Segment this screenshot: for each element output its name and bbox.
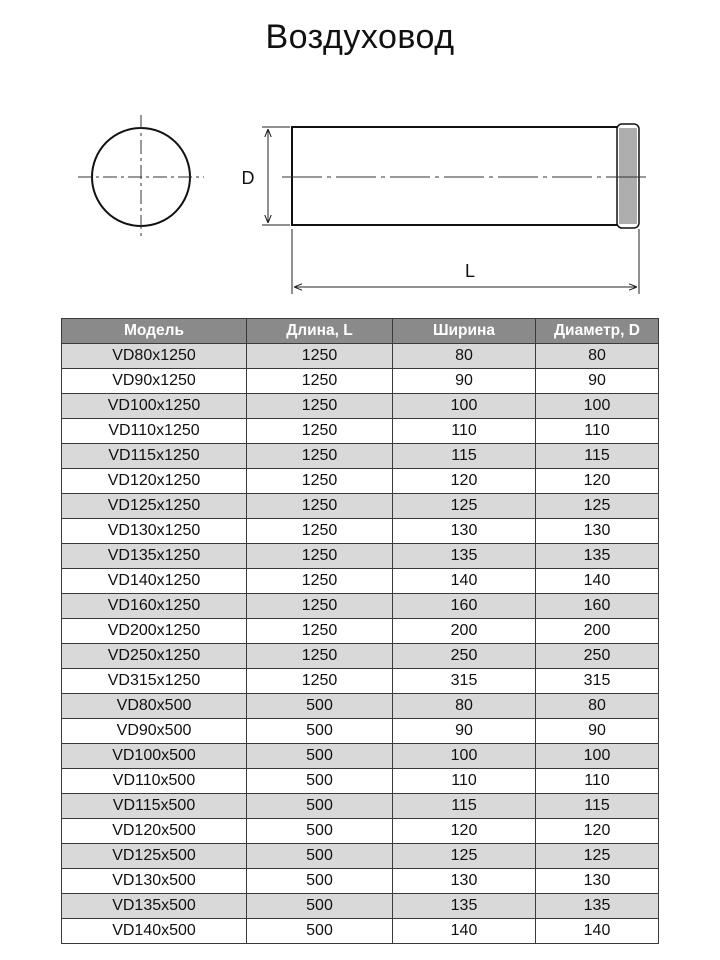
cell-model: VD200x1250 [62, 619, 247, 644]
cell-model: VD120x500 [62, 819, 247, 844]
cell-width: 120 [393, 819, 536, 844]
cell-diameter: 115 [536, 794, 659, 819]
cross-section-view [78, 115, 204, 240]
cell-diameter: 140 [536, 569, 659, 594]
table-row [62, 544, 659, 569]
cell-width: 130 [393, 869, 536, 894]
spec-table [61, 318, 659, 944]
cell-width: 100 [393, 394, 536, 419]
cell-length: 500 [247, 794, 393, 819]
cell-length: 500 [247, 869, 393, 894]
table-row [62, 919, 659, 944]
cell-model: VD100x1250 [62, 394, 247, 419]
cell-length: 1250 [247, 394, 393, 419]
cell-diameter: 200 [536, 619, 659, 644]
cell-length: 1250 [247, 469, 393, 494]
cell-model: VD125x1250 [62, 494, 247, 519]
cell-width: 315 [393, 669, 536, 694]
table-row [62, 819, 659, 844]
cell-model: VD140x1250 [62, 569, 247, 594]
cell-model: VD110x500 [62, 769, 247, 794]
cell-diameter: 130 [536, 869, 659, 894]
table-row [62, 494, 659, 519]
cell-model: VD90x500 [62, 719, 247, 744]
cell-width: 90 [393, 369, 536, 394]
cell-length: 1250 [247, 669, 393, 694]
cell-model: VD115x500 [62, 794, 247, 819]
cell-model: VD250x1250 [62, 644, 247, 669]
cell-width: 115 [393, 794, 536, 819]
cell-model: VD160x1250 [62, 594, 247, 619]
cell-model: VD135x500 [62, 894, 247, 919]
cell-length: 1250 [247, 344, 393, 369]
table-row [62, 769, 659, 794]
cell-model: VD125x500 [62, 844, 247, 869]
duct-drawing [0, 0, 720, 310]
cell-width: 135 [393, 894, 536, 919]
cell-diameter: 315 [536, 669, 659, 694]
cell-diameter: 135 [536, 894, 659, 919]
cell-diameter: 80 [536, 694, 659, 719]
cell-length: 500 [247, 719, 393, 744]
table-row [62, 619, 659, 644]
cell-model: VD120x1250 [62, 469, 247, 494]
cell-width: 140 [393, 569, 536, 594]
cell-diameter: 135 [536, 544, 659, 569]
cell-width: 100 [393, 744, 536, 769]
cell-model: VD90x1250 [62, 369, 247, 394]
cell-width: 90 [393, 719, 536, 744]
cell-model: VD315x1250 [62, 669, 247, 694]
table-row [62, 369, 659, 394]
table-body [62, 344, 659, 944]
cell-length: 1250 [247, 619, 393, 644]
cell-diameter: 110 [536, 419, 659, 444]
cell-diameter: 125 [536, 494, 659, 519]
cell-length: 1250 [247, 519, 393, 544]
cell-width: 160 [393, 594, 536, 619]
table-row [62, 844, 659, 869]
side-view [242, 124, 651, 294]
table-row [62, 694, 659, 719]
cell-diameter: 140 [536, 919, 659, 944]
cell-length: 1250 [247, 644, 393, 669]
table-header-row [62, 319, 659, 344]
cell-length: 1250 [247, 444, 393, 469]
table-row [62, 794, 659, 819]
cell-diameter: 120 [536, 469, 659, 494]
cell-model: VD80x1250 [62, 344, 247, 369]
cell-model: VD130x500 [62, 869, 247, 894]
cell-length: 1250 [247, 544, 393, 569]
cell-diameter: 160 [536, 594, 659, 619]
cell-width: 200 [393, 619, 536, 644]
cell-diameter: 250 [536, 644, 659, 669]
cell-model: VD135x1250 [62, 544, 247, 569]
header-diameter: Диаметр, D [536, 319, 659, 344]
table-row [62, 344, 659, 369]
cell-width: 250 [393, 644, 536, 669]
cell-length: 1250 [247, 369, 393, 394]
cell-diameter: 100 [536, 394, 659, 419]
table-row [62, 894, 659, 919]
cell-width: 115 [393, 444, 536, 469]
table-row [62, 594, 659, 619]
cell-length: 1250 [247, 494, 393, 519]
page-title: Воздуховод [265, 18, 455, 56]
cell-diameter: 100 [536, 744, 659, 769]
table-row [62, 744, 659, 769]
table-row [62, 519, 659, 544]
cell-diameter: 90 [536, 369, 659, 394]
cell-length: 500 [247, 694, 393, 719]
duct-body [292, 127, 618, 225]
cell-width: 140 [393, 919, 536, 944]
cell-diameter: 80 [536, 344, 659, 369]
cell-width: 125 [393, 844, 536, 869]
cell-diameter: 130 [536, 519, 659, 544]
cell-width: 80 [393, 694, 536, 719]
cell-length: 500 [247, 894, 393, 919]
cell-length: 500 [247, 744, 393, 769]
cell-length: 1250 [247, 419, 393, 444]
table-row [62, 444, 659, 469]
cell-diameter: 120 [536, 819, 659, 844]
cell-diameter: 110 [536, 769, 659, 794]
table-row [62, 719, 659, 744]
cell-model: VD110x1250 [62, 419, 247, 444]
header-width: Ширина [393, 319, 536, 344]
table-row [62, 394, 659, 419]
dim-l-label: L [464, 261, 476, 281]
cell-diameter: 115 [536, 444, 659, 469]
cell-width: 130 [393, 519, 536, 544]
table-row [62, 669, 659, 694]
cell-width: 120 [393, 469, 536, 494]
dim-d-label: D [241, 168, 255, 188]
cell-width: 125 [393, 494, 536, 519]
cell-length: 500 [247, 819, 393, 844]
cell-width: 110 [393, 419, 536, 444]
cell-diameter: 90 [536, 719, 659, 744]
table-row [62, 644, 659, 669]
cell-diameter: 125 [536, 844, 659, 869]
cell-width: 135 [393, 544, 536, 569]
cell-length: 1250 [247, 594, 393, 619]
cell-model: VD140x500 [62, 919, 247, 944]
cell-length: 1250 [247, 569, 393, 594]
header-model: Модель [62, 319, 247, 344]
cell-length: 500 [247, 919, 393, 944]
cell-width: 110 [393, 769, 536, 794]
cell-model: VD100x500 [62, 744, 247, 769]
table-row [62, 469, 659, 494]
cell-model: VD115x1250 [62, 444, 247, 469]
table-row [62, 419, 659, 444]
cell-length: 500 [247, 769, 393, 794]
table-row [62, 869, 659, 894]
cell-model: VD130x1250 [62, 519, 247, 544]
header-length: Длина, L [247, 319, 393, 344]
cell-model: VD80x500 [62, 694, 247, 719]
cell-length: 500 [247, 844, 393, 869]
table-row [62, 569, 659, 594]
cell-width: 80 [393, 344, 536, 369]
